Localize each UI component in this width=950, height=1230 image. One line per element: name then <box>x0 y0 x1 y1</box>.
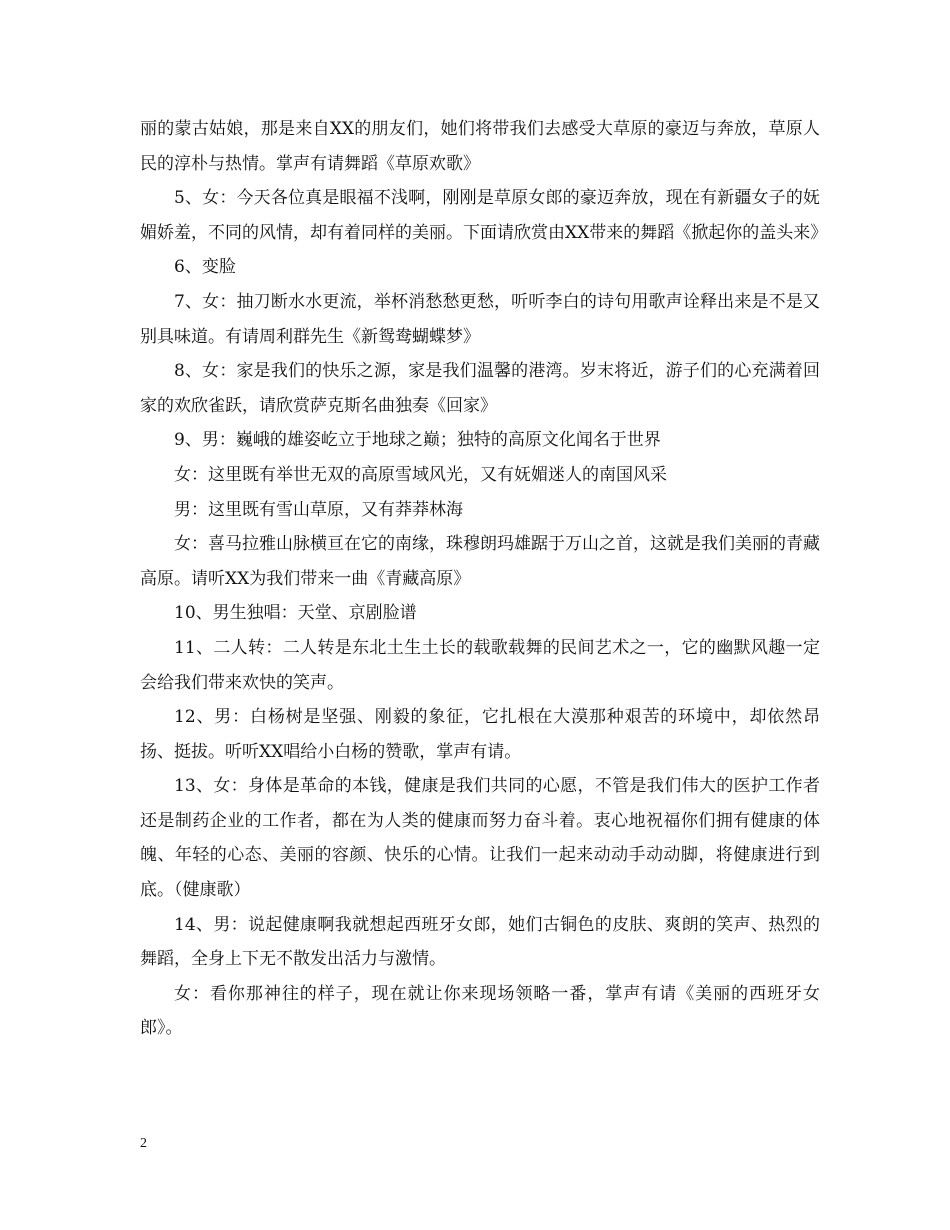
paragraph-dialogue-male-1: 男：这里既有雪山草原，又有莽莽林海 <box>174 499 463 520</box>
paragraph-item-13: 13、女：身体是革命的本钱，健康是我们共同的心愿，不管是我们伟大的医护工作者还是制药企业的工作者，都在为人类的健康而努力奋斗着。衷心地祝福你们拥有健康的体魄、年轻的心态、美丽的容颜、快乐的心情。让我们一起来动动手动动脚，将健康进行到底。（健康歌） <box>140 776 820 901</box>
paragraph-item-10: 10、男生独唱：天堂、京剧脸谱 <box>174 603 417 624</box>
paragraph-dialogue-female-3: 女：看你那神往的样子，现在就让你来现场领略一番，掌声有请《美丽的西班牙女郎》。 <box>140 983 820 1039</box>
paragraph-item-11: 11、二人转：二人转是东北土生土长的载歌载舞的民间艺术之一，它的幽默风趣一定会给我们带来欢快的笑声。 <box>140 637 820 693</box>
paragraph-item-6: 6、变脸 <box>174 257 236 278</box>
paragraph-item-7: 7、女：抽刀断水水更流，举杯消愁愁更愁，听听李白的诗句用歌声诠释出来是不是又别具味道。有请周利群先生《新鸳鸯蝴蝶梦》 <box>140 291 820 347</box>
paragraph-item-9: 9、男：巍峨的雄姿屹立于地球之巅；独特的高原文化闻名于世界 <box>174 430 661 451</box>
paragraph-item-12: 12、男：白杨树是坚强、刚毅的象征，它扎根在大漠那种艰苦的环境中，却依然昂扬、挺拔。听听XX唱给小白杨的赞歌，掌声有请。 <box>140 707 820 762</box>
paragraph-dialogue-female-1: 女：这里既有举世无双的高原雪域风光，又有妩媚迷人的南国风采 <box>174 464 667 485</box>
paragraph-dialogue-female-2: 女：喜马拉雅山脉横亘在它的南缘，珠穆朗玛雄踞于万山之首，这就是我们美丽的青藏高原。请听XX为我们带来一曲《青藏高原》 <box>140 534 820 589</box>
page-number: 2 <box>140 1136 147 1151</box>
paragraph-continuation: 丽的蒙古姑娘，那是来自XX的朋友们，她们将带我们去感受大草原的豪迈与奔放，草原人民的淳朴与热情。掌声有请舞蹈《草原欢歌》 <box>140 119 820 174</box>
document-body <box>140 112 828 1046</box>
paragraph-item-8: 8、女：家是我们的快乐之源，家是我们温馨的港湾。岁末将近，游子们的心充满着回家的欢欣雀跃，请欣赏萨克斯名曲独奏《回家》 <box>140 361 820 416</box>
paragraph-item-14: 14、男：说起健康啊我就想起西班牙女郎，她们古铜色的皮肤、爽朗的笑声、热烈的舞蹈，全身上下无不散发出活力与激情。 <box>140 914 820 970</box>
paragraph-item-5: 5、女：今天各位真是眼福不浅啊，刚刚是草原女郎的豪迈奔放，现在有新疆女子的妩媚娇羞，不同的风情，却有着同样的美丽。下面请欣赏由XX带来的舞蹈《掀起你的盖头来》 <box>140 188 828 243</box>
